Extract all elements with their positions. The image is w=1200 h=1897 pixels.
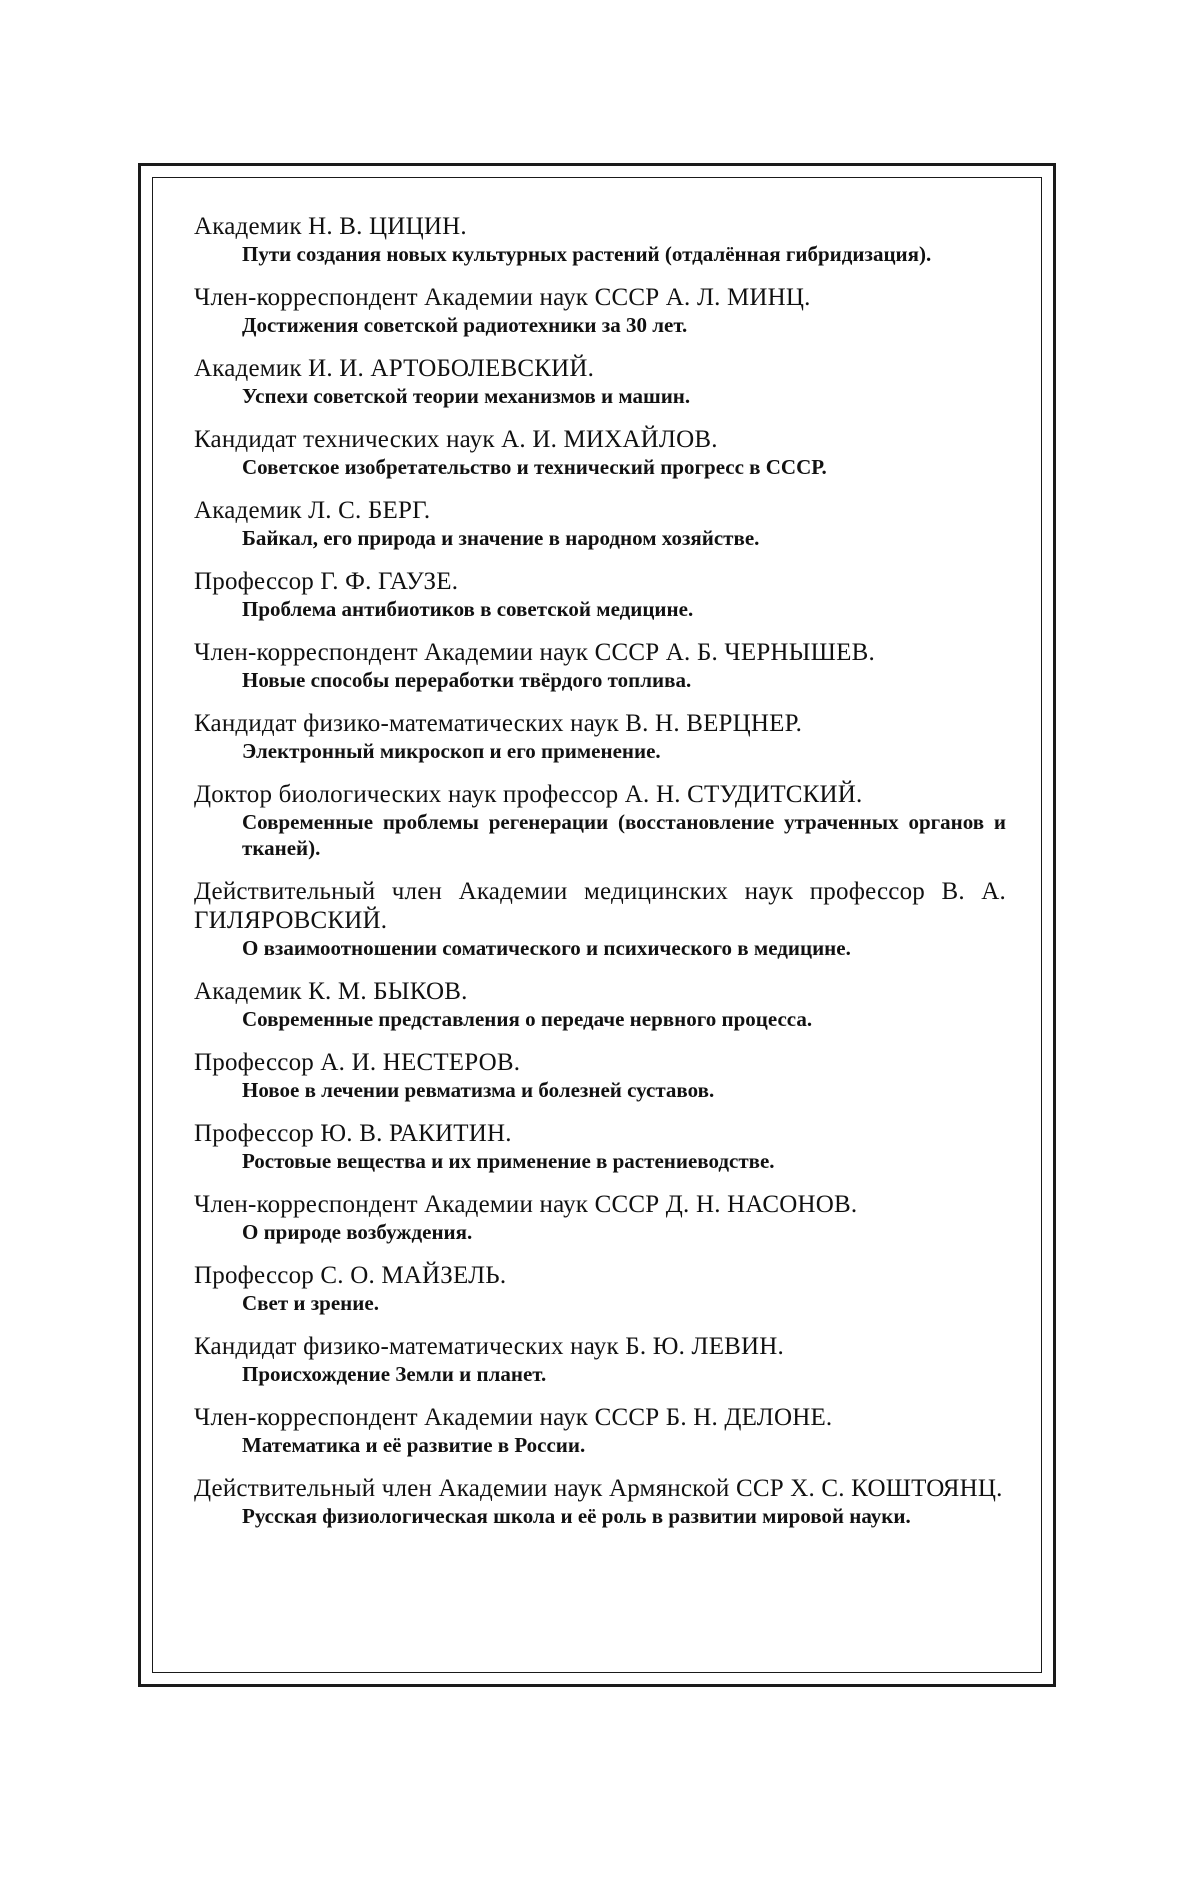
lecture-author: Член-корреспондент Академии наук СССР Б. Н. ДЕЛОНЕ. [194,1404,833,1431]
lecture-title: Математика и её развитие в России. [242,1433,586,1457]
lecture-author: Доктор биологических наук профессор А. Н. СТУДИТСКИЙ. [194,781,863,808]
list-item [194,1048,1006,1103]
list-item [194,1474,1006,1529]
lecture-author: Член-корреспондент Академии наук СССР А. Б. ЧЕРНЫШЕВ. [194,639,875,666]
lecture-author: Действительный член Академии медицинских наук профессор В. А. ГИЛЯРОВСКИЙ. [194,878,1006,934]
lecture-title: Достижения советской радиотехники за 30 лет. [242,313,688,337]
lecture-title: Успехи советской теории механизмов и машин. [242,384,691,408]
list-item [194,977,1006,1032]
lecture-title: Современные проблемы регенерации (восстановление утраченных органов и тканей). [242,810,1006,860]
list-item [194,212,1006,267]
lecture-author: Кандидат технических наук А. И. МИХАЙЛОВ. [194,426,718,453]
lecture-author: Профессор Г. Ф. ГАУЗЕ. [194,568,459,595]
lecture-author: Профессор Ю. В. РАКИТИН. [194,1120,512,1147]
lecture-author: Кандидат физико-математических наук Б. Ю. ЛЕВИН. [194,1333,784,1360]
list-item [194,1119,1006,1174]
lecture-author: Действительный член Академии наук Армянской ССР Х. С. КОШТОЯНЦ. [194,1475,1003,1502]
list-item [194,283,1006,338]
list-item [194,709,1006,764]
list-item [194,1403,1006,1458]
lecture-list [194,212,1006,1545]
lecture-author: Профессор А. И. НЕСТЕРОВ. [194,1049,521,1076]
lecture-author: Академик И. И. АРТОБОЛЕВСКИЙ. [194,355,595,382]
lecture-title: Новые способы переработки твёрдого топлива. [242,668,692,692]
lecture-title: О природе возбуждения. [242,1220,473,1244]
lecture-title: О взаимоотношении соматического и психического в медицине. [242,936,851,960]
lecture-title: Новое в лечении ревматизма и болезней суставов. [242,1078,715,1102]
lecture-title: Ростовые вещества и их применение в растениеводстве. [242,1149,775,1173]
lecture-title: Проблема антибиотиков в советской медицине. [242,597,694,621]
lecture-title: Пути создания новых культурных растений (отдалённая гибридизация). [242,242,932,266]
lecture-author: Кандидат физико-математических наук В. Н. ВЕРЦНЕР. [194,710,803,737]
lecture-author: Профессор С. О. МАЙЗЕЛЬ. [194,1262,507,1289]
lecture-author: Академик Л. С. БЕРГ. [194,497,431,524]
lecture-title: Советское изобретательство и технический прогресс в СССР. [242,455,827,479]
list-item [194,877,1006,961]
lecture-author: Академик К. М. БЫКОВ. [194,978,468,1005]
lecture-title: Свет и зрение. [242,1291,379,1315]
lecture-title: Современные представления о передаче нервного процесса. [242,1007,813,1031]
list-item [194,780,1006,861]
list-item [194,496,1006,551]
lecture-title: Происхождение Земли и планет. [242,1362,547,1386]
list-item [194,1332,1006,1387]
lecture-title: Электронный микроскоп и его применение. [242,739,661,763]
list-item [194,1261,1006,1316]
lecture-author: Член-корреспондент Академии наук СССР А. Л. МИНЦ. [194,284,811,311]
lecture-title: Русская физиологическая школа и её роль в развитии мировой науки. [242,1504,911,1528]
lecture-title: Байкал, его природа и значение в народном хозяйстве. [242,526,760,550]
list-item [194,1190,1006,1245]
list-item [194,638,1006,693]
list-item [194,354,1006,409]
lecture-author: Академик Н. В. ЦИЦИН. [194,213,467,240]
list-item [194,567,1006,622]
list-item [194,425,1006,480]
lecture-author: Член-корреспондент Академии наук СССР Д. Н. НАСОНОВ. [194,1191,858,1218]
